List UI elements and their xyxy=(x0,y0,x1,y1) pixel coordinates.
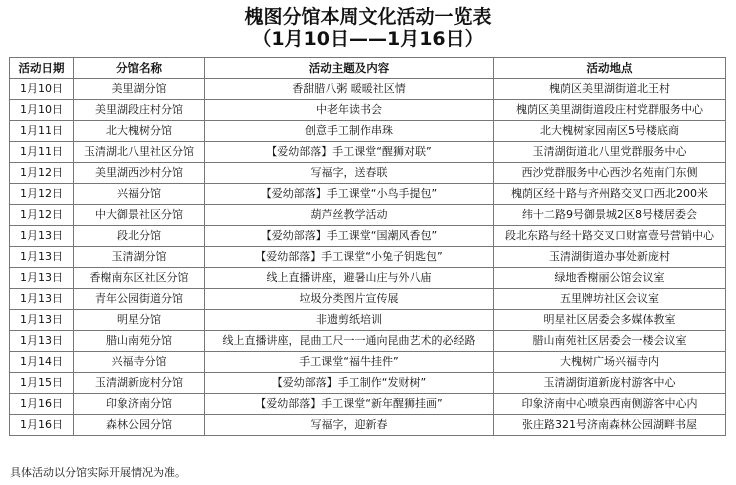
cell-topic: 垃圾分类图片宣传展 xyxy=(205,289,494,310)
cell-topic: 中老年读书会 xyxy=(205,100,494,121)
cell-topic: 手工课堂“福牛挂件” xyxy=(205,352,494,373)
cell-branch: 森林公园分馆 xyxy=(74,415,205,436)
cell-date: 1月13日 xyxy=(10,247,74,268)
cell-location: 大槐树广场兴福寺内 xyxy=(494,352,726,373)
cell-date: 1月16日 xyxy=(10,415,74,436)
table-row xyxy=(10,373,726,394)
table-row xyxy=(10,142,726,163)
schedule-table xyxy=(9,57,726,436)
cell-topic: 非遗剪纸培训 xyxy=(205,310,494,331)
cell-date: 1月16日 xyxy=(10,394,74,415)
cell-location: 槐荫区经十路与齐州路交叉口西北200米 xyxy=(494,184,726,205)
header-date: 活动日期 xyxy=(10,58,74,79)
cell-topic: 【爱幼部落】手工课堂“小鸟手提包” xyxy=(205,184,494,205)
table-row xyxy=(10,226,726,247)
cell-date: 1月13日 xyxy=(10,268,74,289)
page-subtitle: （1月10日——1月16日） xyxy=(252,28,484,50)
cell-branch: 玉清湖新庞村分馆 xyxy=(74,373,205,394)
cell-location: 槐荫区美里湖街道段庄村党群服务中心 xyxy=(494,100,726,121)
cell-topic: 写福字，迎新春 xyxy=(205,415,494,436)
table-row xyxy=(10,415,726,436)
cell-branch: 中大御景社区分馆 xyxy=(74,205,205,226)
cell-location: 段北东路与经十路交叉口财富壹号营销中心 xyxy=(494,226,726,247)
cell-topic: 【爱幼部落】手工课堂“国潮风香包” xyxy=(205,226,494,247)
cell-date: 1月13日 xyxy=(10,331,74,352)
table-row xyxy=(10,247,726,268)
table-row xyxy=(10,121,726,142)
cell-branch: 美里湖分馆 xyxy=(74,79,205,100)
cell-topic: 【爱幼部落】手工课堂“新年醒狮挂画” xyxy=(205,394,494,415)
cell-branch: 玉清湖分馆 xyxy=(74,247,205,268)
cell-topic: 【爱幼部落】手工课堂“小兔子钥匙包” xyxy=(205,247,494,268)
cell-topic: 香甜腊八粥 暖暖社区情 xyxy=(205,79,494,100)
cell-topic: 【爱幼部落】手工制作“发财树” xyxy=(205,373,494,394)
cell-date: 1月10日 xyxy=(10,100,74,121)
cell-branch: 青年公园街道分馆 xyxy=(74,289,205,310)
table-row xyxy=(10,79,726,100)
cell-location: 绿地香榭丽公馆会议室 xyxy=(494,268,726,289)
cell-location: 玉清湖街道北八里党群服务中心 xyxy=(494,142,726,163)
table-row xyxy=(10,100,726,121)
cell-topic: 葫芦丝教学活动 xyxy=(205,205,494,226)
cell-branch: 香榭南东区社区分馆 xyxy=(74,268,205,289)
cell-location: 西沙党群服务中心西沙名苑南门东侧 xyxy=(494,163,726,184)
page-title: 槐图分馆本周文化活动一览表 xyxy=(244,6,492,28)
table-header-row xyxy=(10,58,726,79)
cell-branch: 兴福寺分馆 xyxy=(74,352,205,373)
cell-location: 明星社区居委会多媒体教室 xyxy=(494,310,726,331)
table-row xyxy=(10,352,726,373)
cell-location: 印象济南中心喷泉西南侧游客中心内 xyxy=(494,394,726,415)
cell-branch: 兴福分馆 xyxy=(74,184,205,205)
cell-location: 玉清湖街道新庞村游客中心 xyxy=(494,373,726,394)
cell-location: 纬十二路9号御景城2区8号楼居委会 xyxy=(494,205,726,226)
table-row xyxy=(10,310,726,331)
cell-date: 1月13日 xyxy=(10,289,74,310)
cell-branch: 玉清湖北八里社区分馆 xyxy=(74,142,205,163)
header-location: 活动地点 xyxy=(494,58,726,79)
header-branch: 分馆名称 xyxy=(74,58,205,79)
cell-branch: 美里湖西沙村分馆 xyxy=(74,163,205,184)
cell-location: 北大槐树家园南区5号楼底商 xyxy=(494,121,726,142)
cell-date: 1月15日 xyxy=(10,373,74,394)
table-body xyxy=(10,79,726,436)
cell-branch: 腊山南苑分馆 xyxy=(74,331,205,352)
table-row xyxy=(10,289,726,310)
cell-date: 1月13日 xyxy=(10,310,74,331)
cell-date: 1月13日 xyxy=(10,226,74,247)
cell-date: 1月11日 xyxy=(10,121,74,142)
table-row xyxy=(10,268,726,289)
cell-location: 五里牌坊社区会议室 xyxy=(494,289,726,310)
table-row xyxy=(10,205,726,226)
header-topic: 活动主题及内容 xyxy=(205,58,494,79)
cell-date: 1月12日 xyxy=(10,163,74,184)
cell-date: 1月12日 xyxy=(10,184,74,205)
cell-topic: 写福字，送春联 xyxy=(205,163,494,184)
cell-topic: 【爱幼部落】手工课堂“醒狮对联” xyxy=(205,142,494,163)
table-row xyxy=(10,394,726,415)
cell-branch: 段北分馆 xyxy=(74,226,205,247)
footnote: 具体活动以分馆实际开展情况为准。 xyxy=(10,466,186,479)
cell-branch: 北大槐树分馆 xyxy=(74,121,205,142)
cell-location: 玉清湖街道办事处新庞村 xyxy=(494,247,726,268)
cell-date: 1月10日 xyxy=(10,79,74,100)
cell-date: 1月14日 xyxy=(10,352,74,373)
cell-branch: 明星分馆 xyxy=(74,310,205,331)
table-row xyxy=(10,184,726,205)
cell-date: 1月12日 xyxy=(10,205,74,226)
cell-location: 张庄路321号济南森林公园湖畔书屋 xyxy=(494,415,726,436)
cell-date: 1月11日 xyxy=(10,142,74,163)
cell-topic: 线上直播讲座，避暑山庄与外八庙 xyxy=(205,268,494,289)
cell-location: 腊山南苑社区居委会一楼会议室 xyxy=(494,331,726,352)
table-row xyxy=(10,331,726,352)
cell-topic: 线上直播讲座，昆曲工尺一一通向昆曲艺术的必经路 xyxy=(205,331,494,352)
cell-topic: 创意手工制作串珠 xyxy=(205,121,494,142)
table-row xyxy=(10,163,726,184)
cell-branch: 美里湖段庄村分馆 xyxy=(74,100,205,121)
cell-location: 槐荫区美里湖街道北王村 xyxy=(494,79,726,100)
cell-branch: 印象济南分馆 xyxy=(74,394,205,415)
